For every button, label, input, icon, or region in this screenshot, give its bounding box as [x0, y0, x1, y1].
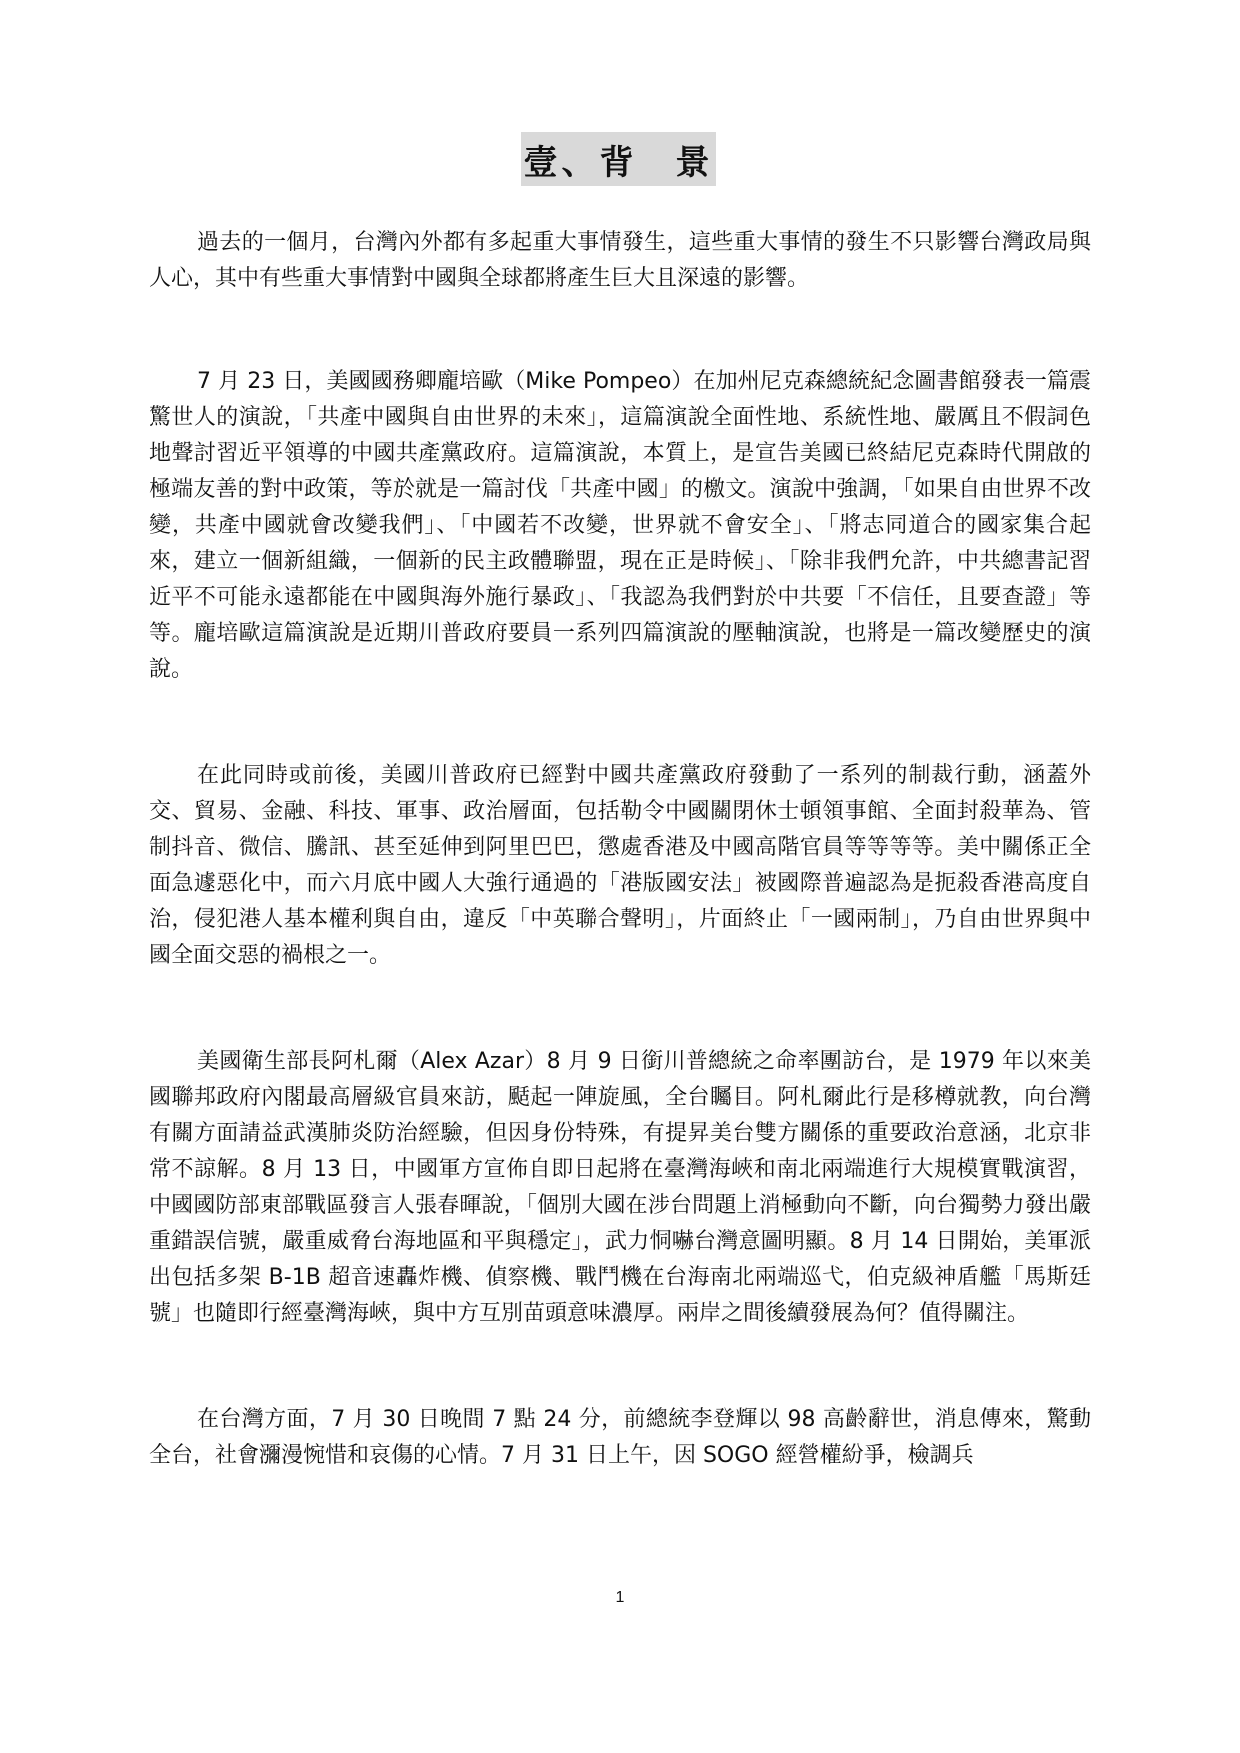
paragraph-intro: 過去的一個月，台灣內外都有多起重大事情發生，這些重大事情的發生不只影響台灣政局與人心，其中有些重大事情對中國與全球都將產生巨大且深遠的影響。 — [149, 230, 1091, 291]
paragraph-azar-visit: 美國衛生部長阿札爾（Alex Azar）8 月 9 日銜川普總統之命率團訪台，是 1979 年以來美國聯邦政府內閣最高層級官員來訪，颳起一陣旋風，全台矚目。阿札爾此行是移樽就教，向台灣有關方面請益武漢肺炎防治經驗，但因身份特殊，有提昇美台雙方關係的重要政治意涵，北京非常不諒解。8 月 13 日，中國軍方宣佈自即日起將在臺灣海峽和南北兩端進行大規模實戰演習，中國國防部東部戰區發言人張春暉說，「個別大國在涉台問題上消極動向不斷，向台獨勢力發出嚴重錯誤信號，嚴重威脅台海地區和平與穩定」，武力恫嚇台灣意圖明顯。8 月 14 日開始，美軍派出包括多架 B-1B 超音速轟炸機、偵察機、戰鬥機在台海南北兩端巡弋，伯克級神盾艦「馬斯廷號」也隨即行經臺灣海峽，與中方互別苗頭意味濃厚。兩岸之間後續發展為何？值得關注。 — [149, 1049, 1091, 1326]
paragraph-taiwan-events: 在台灣方面，7 月 30 日晚間 7 點 24 分，前總統李登輝以 98 高齡辭世，消息傳來，驚動全台，社會瀰漫惋惜和哀傷的心情。7 月 31 日上午，因 SOGO 經營權紛爭，檢調兵 — [149, 1407, 1091, 1468]
page-number: 1 — [615, 1589, 625, 1606]
document-body — [149, 225, 1091, 1474]
paragraph-us-sanctions: 在此同時或前後，美國川普政府已經對中國共產黨政府發動了一系列的制裁行動，涵蓋外交、貿易、金融、科技、軍事、政治層面，包括勒令中國關閉休士頓領事館、全面封殺華為、管制抖音、微信、騰訊、甚至延伸到阿里巴巴，懲處香港及中國高階官員等等等等。美中關係正全面急遽惡化中，而六月底中國人大強行通過的「港版國安法」被國際普遍認為是扼殺香港高度自治，侵犯港人基本權利與自由，違反「中英聯合聲明」，片面終止「一國兩制」，乃自由世界與中國全面交惡的禍根之一。 — [149, 763, 1091, 968]
section-title: 壹、背 景 — [521, 132, 716, 186]
paragraph-pompeo-speech: 7 月 23 日，美國國務卿龐培歐（Mike Pompeo）在加州尼克森總統紀念圖書館發表一篇震驚世人的演說，「共產中國與自由世界的未來」，這篇演說全面性地、系統性地、嚴厲且不假詞色地聲討習近平領導的中國共產黨政府。這篇演說，本質上，是宣告美國已終結尼克森時代開啟的極端友善的對中政策，等於就是一篇討伐「共產中國」的檄文。演說中強調，「如果自由世界不改變，共產中國就會改變我們」、「中國若不改變，世界就不會安全」、「將志同道合的國家集合起來，建立一個新組織，一個新的民主政體聯盟，現在正是時候」、「除非我們允許，中共總書記習近平不可能永遠都能在中國與海外施行暴政」、「我認為我們對於中共要「不信任，且要查證」等等。龐培歐這篇演說是近期川普政府要員一系列四篇演說的壓軸演說，也將是一篇改變歷史的演說。 — [149, 369, 1091, 682]
